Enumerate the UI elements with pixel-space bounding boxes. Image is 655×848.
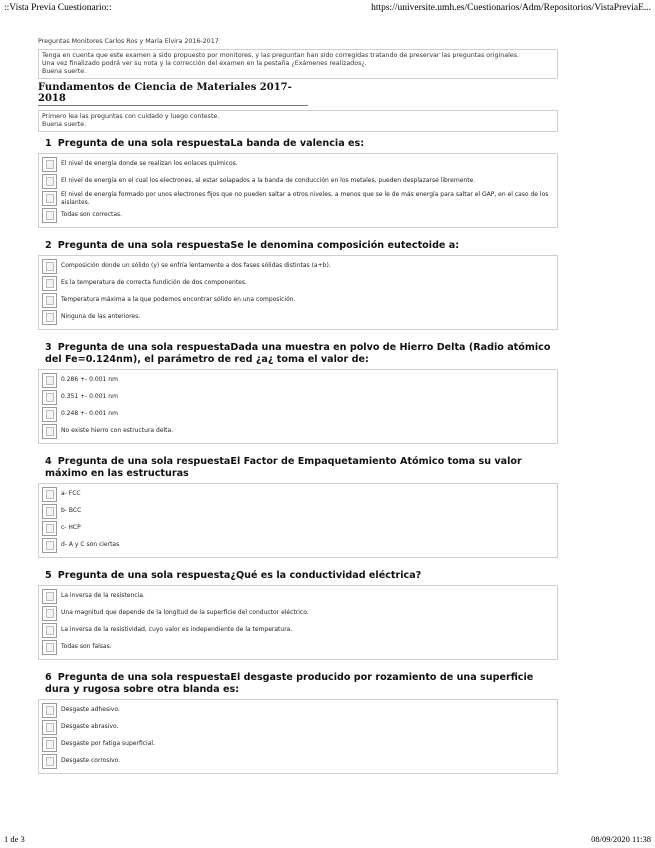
question-title [38, 138, 558, 150]
answer-text: Todas son falsas. [61, 643, 112, 650]
question-number: 2 [45, 240, 52, 251]
notice-line: Tenga en cuenta que este examen a sido propuesto por monitores, y las preguntan han sido corregidas tratando de preservar las preguntas originales. [42, 52, 519, 59]
document-icon [42, 310, 57, 325]
answer-list [38, 255, 558, 330]
origin-line: Preguntas Monitores Carlos Ros y María Elvira 2016-2017 [38, 38, 219, 45]
answer-text: 0.248 +- 0.001 nm [61, 410, 118, 417]
answer-option[interactable] [42, 538, 554, 554]
answer-option[interactable] [42, 310, 554, 326]
answer-option[interactable] [42, 521, 554, 537]
document-icon [42, 390, 57, 405]
answer-text: Es la temperatura de correcta fundición de dos componentes. [61, 279, 247, 286]
answer-text: La inversa de la resistividad, cuyo valor es independiente de la temperatura. [61, 626, 293, 633]
page-count: 1 de 3 [4, 834, 25, 844]
answer-text: Una magnitud que depende de la longitud de la superficie del conductor eléctrico. [61, 609, 309, 616]
answer-text: Desgaste por fatiga superficial. [61, 740, 155, 747]
answer-list [38, 369, 558, 444]
answer-option[interactable] [42, 373, 554, 389]
answer-option[interactable] [42, 589, 554, 605]
question-title [38, 240, 558, 252]
question [38, 570, 558, 660]
question-number: 3 [45, 342, 52, 353]
course-title: Fundamentos de Ciencia de Materiales 2017-2018 [38, 82, 308, 106]
notice-box [38, 49, 558, 79]
answer-option[interactable] [42, 259, 554, 275]
notice-line: Buena suerte. [42, 68, 87, 75]
document-icon [42, 640, 57, 655]
question [38, 456, 558, 558]
answer-text: 0.286 +- 0.001 nm [61, 376, 118, 383]
print-footer [4, 834, 651, 846]
question [38, 138, 558, 228]
answer-text: El nivel de energía en el cual los electrones, al estar solapados a la banda de conducción en los metales, pueden desplazarse libremente. [61, 177, 476, 184]
answer-option[interactable] [42, 737, 554, 753]
answer-text: c- HCP [61, 524, 81, 531]
answer-text: 0.351 +- 0.001 nm [61, 393, 118, 400]
question-number: 1 [45, 138, 52, 149]
document-icon [42, 157, 57, 172]
document-icon [42, 259, 57, 274]
question-text: Pregunta de una sola respuestaEl desgaste producido por rozamiento de una superficie dura y rugosa sobre otra blanda es: [45, 672, 534, 695]
answer-text: d- A y C son ciertas [61, 541, 120, 548]
document-icon [42, 424, 57, 439]
question [38, 342, 558, 444]
answer-option[interactable] [42, 487, 554, 503]
question-number: 6 [45, 672, 52, 683]
answer-option[interactable] [42, 623, 554, 639]
answer-list [38, 153, 558, 228]
answer-text: Temperatura máxima a la que podemos encontrar sólido en una composición. [61, 296, 296, 303]
document-icon [42, 487, 57, 502]
document-icon [42, 703, 57, 718]
question-text: Pregunta de una sola respuestaSe le denomina composición eutectoide a: [57, 240, 460, 251]
document-icon [42, 720, 57, 735]
question-number: 5 [45, 570, 52, 581]
answer-text: Desgaste adhesivo. [61, 706, 120, 713]
answer-text: Todas son correctas. [61, 211, 123, 218]
document-icon [42, 623, 57, 638]
answer-option[interactable] [42, 606, 554, 622]
answer-text: El nivel de energía formado por unos electrones fijos que no pueden saltar a otros niveles, a menos que se le de más energía para saltar el GAP, en el caso de los aislantes. [61, 191, 549, 206]
document-icon [42, 589, 57, 604]
intro-line: Primero lea las preguntas con cuidado y luego conteste. [42, 113, 220, 120]
answer-text: a- FCC [61, 490, 81, 497]
intro-line: Buena suerte. [42, 121, 87, 128]
answer-option[interactable] [42, 174, 554, 190]
document-icon [42, 606, 57, 621]
answer-text: b- BCC [61, 507, 82, 514]
answer-option[interactable] [42, 157, 554, 173]
answer-option[interactable] [42, 424, 554, 440]
question-title [38, 570, 558, 582]
answer-text: Composición donde un sólido (y) se enfría lentamente a dos fases sólidas distintas (a+b). [61, 262, 331, 269]
answer-option[interactable] [42, 191, 554, 207]
answer-text: No existe hierro con estructura delta. [61, 427, 174, 434]
answer-list [38, 699, 558, 774]
document-icon [42, 293, 57, 308]
print-header [4, 3, 651, 15]
intro-box [38, 110, 558, 132]
answer-text: Desgaste abrasivo. [61, 723, 119, 730]
document-icon [42, 521, 57, 536]
answer-option[interactable] [42, 276, 554, 292]
answer-option[interactable] [42, 504, 554, 520]
quiz-preview [38, 38, 558, 774]
question-title [38, 456, 558, 480]
answer-text: Desgaste corrosivo. [61, 757, 121, 764]
question-text: Pregunta de una sola respuestaEl Factor de Empaquetamiento Atómico toma su valor máximo en las estructuras [45, 456, 522, 479]
answer-option[interactable] [42, 293, 554, 309]
notice-line: Una vez finalizado podrá ver su nota y la corrección del examen en la pestaña ¿Exámenes realizados¿. [42, 60, 367, 67]
document-icon [42, 208, 57, 223]
question-text: Pregunta de una sola respuestaDada una muestra en polvo de Hierro Delta (Radio atómico del Fe=0.124nm), el parámetro de red ¿a¿ toma el valor de: [45, 342, 551, 365]
answer-option[interactable] [42, 703, 554, 719]
answer-option[interactable] [42, 407, 554, 423]
document-icon [42, 407, 57, 422]
question-number: 4 [45, 456, 52, 467]
document-icon [42, 174, 57, 189]
document-icon [42, 191, 57, 206]
question [38, 240, 558, 330]
answer-option[interactable] [42, 208, 554, 224]
question-text: Pregunta de una sola respuesta¿Qué es la conductividad eléctrica? [57, 570, 422, 581]
print-header-title: ::Vista Previa Cuestionario:: [4, 3, 112, 13]
answer-list [38, 585, 558, 660]
answer-list [38, 483, 558, 558]
answer-option[interactable] [42, 390, 554, 406]
print-timestamp: 08/09/2020 11:38 [591, 834, 651, 844]
document-icon [42, 373, 57, 388]
document-icon [42, 538, 57, 553]
answer-option[interactable] [42, 640, 554, 656]
answer-text: El nivel de energía donde se realizan los enlaces químicos. [61, 160, 238, 167]
document-icon [42, 737, 57, 752]
question-title [38, 342, 558, 366]
question-title [38, 672, 558, 696]
document-icon [42, 754, 57, 769]
answer-option[interactable] [42, 754, 554, 770]
document-icon [42, 276, 57, 291]
question [38, 672, 558, 774]
print-header-url: https://universite.umh.es/Cuestionarios/Adm/Repositorios/VistaPreviaE... [371, 3, 651, 13]
answer-text: Ninguna de las anteriores. [61, 313, 141, 320]
answer-text: La inversa de la resistencia. [61, 592, 145, 599]
question-text: Pregunta de una sola respuestaLa banda de valencia es: [57, 138, 365, 149]
document-icon [42, 504, 57, 519]
answer-option[interactable] [42, 720, 554, 736]
